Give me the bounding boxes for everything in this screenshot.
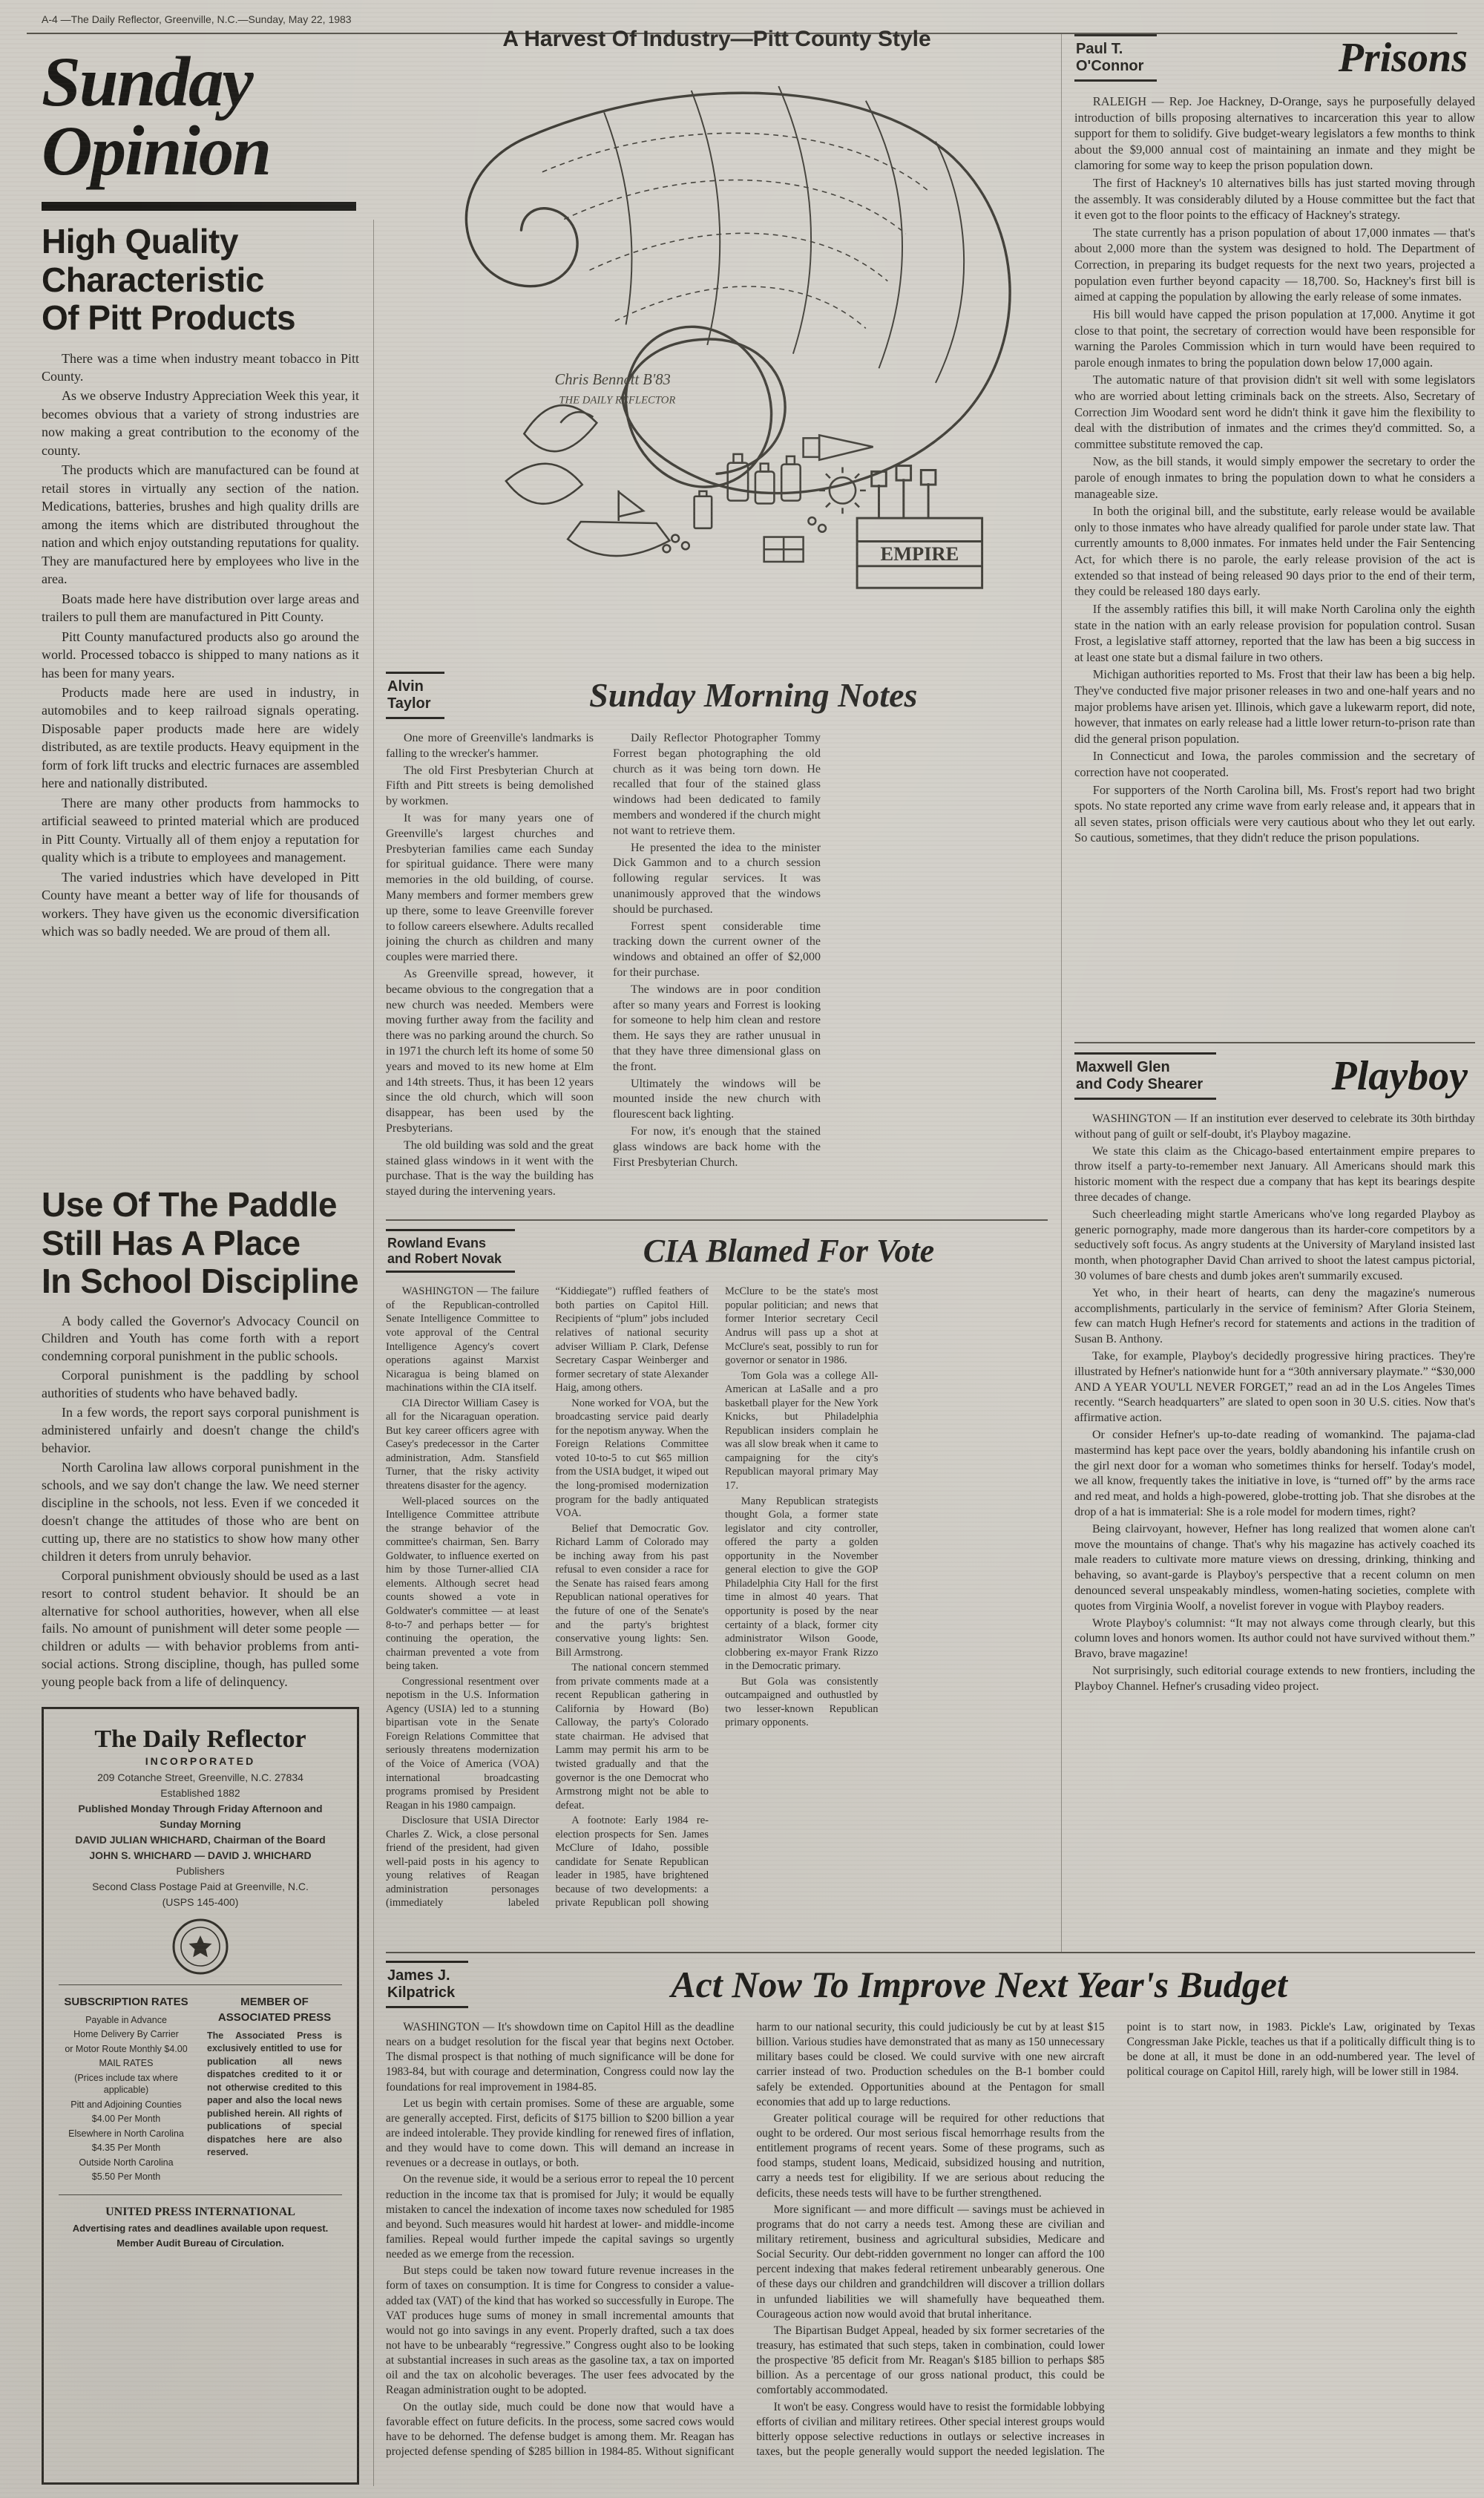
paragraph: He presented the idea to the minister Dick Gammon and to a church session following regular services. It was unanimously approved that the windows should be purchased. [613,841,821,916]
paragraph: Daily Reflector Photographer Tommy Forrest began photographing the old church as it was being torn down. He recalled that four of the stained glass windows had been dedicated to family members and wondered if the church might not want to retrieve them. [613,732,821,837]
crate-label: EMPIRE [880,542,959,565]
ap-title: MEMBER OF ASSOCIATED PRESS [217,1995,332,2024]
paragraph: The old First Presbyterian Church at Fifth and Pitt streets is being demolished by workmen. [386,764,594,808]
paragraph: Greater political courage will be required for other reductions that ought to be ordered. Our most serious fiscal hemorrhage results from the entitlement programs of recent years. Some of these programs, such as food stamps, student loans, Medicaid, subsidized housing and nutrition, carry a needs test for eligibility. If we are serious about reducing the deficits, these needs tests will have to be further strengthened. [756,2111,1105,2200]
paragraph: The varied industries which have developed in Pitt County have meant a better way of life for thousands of workers. They have given us the economic diversification which was so badly needed. We are proud of them all. [42,869,359,940]
paragraph: Well-placed sources on the Intelligence Committee attribute the strange behavior of the committee's chairman, Sen. Barry Goldwater, to influence exerted on him by those Turner-allied CIA elements. Although secret head counts showed a vote in Goldwater's committee — at least 8-to-7 and perhaps better — for continuing the operation, the chairman prevented a vote from being taken. [386,1495,539,1673]
headline-high-quality [42,223,359,338]
paragraph: WASHINGTON — If an institution ever deserved to celebrate its 30th birthday without pang of guilt or self-doubt, it's Playboy magazine. [1074,1112,1475,1141]
article-body [42,350,359,941]
article-prisons [1074,34,1475,1036]
headline-cia: CIA Blamed For Vote [643,1232,935,1269]
article-cia [386,1229,1048,1947]
masthead-published: Published Monday Through Friday Afternoon and Sunday Morning [78,1802,323,1830]
masthead-address: 209 Cotanche Street, Greenville, N.C. 27834 [97,1771,303,1783]
opinion-masthead-line1: Sunday [42,42,252,121]
byline-line2: and Cody Shearer [1076,1076,1204,1092]
masthead-postage: Second Class Postage Paid at Greenville, N.C. [92,1880,309,1892]
paragraph: There are many other products from hammocks to artificial seaweed to printed material which are produced in Pitt County. Virtually all of them enjoy a reputation for quality which is a tribute to employees and management. [42,795,359,865]
paragraph: Elsewhere in North Carolina [68,2128,184,2139]
masthead-footer [59,2222,342,2249]
masthead-name: The Daily Reflector [94,1725,306,1753]
article-high-quality [42,223,359,1181]
paragraph: Forrest spent considerable time tracking down the current owner of the windows and obtained an offer of $2,000 for their purchase. [613,919,821,979]
paragraph: Products made here are used in industry, in automobiles and to keep railroad signals operating. Disposable paper products made here are widely distributed, as are textile products. Heavy equipment in the form of fork lift trucks and electric furnaces are assembled here and nationally distributed. [42,684,359,791]
column-divider-left [373,220,374,2486]
headline-paddle [42,1186,359,1301]
article-body [1074,1112,1475,1694]
paragraph: In a few words, the report says corporal punishment is administered unfairly and doesn't change the child's behavior. [42,1405,359,1456]
paragraph: MAIL RATES [99,2058,154,2069]
paragraph: Corporal punishment is the paddling by school authorities of students who have behaved badly. [42,1368,359,1401]
paragraph: The national concern stemmed from private comments made at a recent Republican gathering in California by Howard (Bo) Calloway, the party's Colorado state chairman. He advised that Lamm may permit his arm to be twisted gradually and that the governor is the one Democrat who Armstrong might not be able to defeat. [555,1662,709,1812]
paragraph: The first of Hackney's 10 alternatives bills has just started moving through the assembly. It was considerably diluted by a House committee but the fact that it even got to the floor points to the efficacy of Hackney's strategy. [1074,176,1475,223]
paragraph: Tom Gola was a college All-American at LaSalle and a pro basketball player for the New York Knicks, but Philadelphia Republican insiders complain he was all slow break when it came to campaigning for the city's Republican mayoral primary May 17. [725,1369,879,1492]
byline-line1: Rowland Evans [387,1236,487,1250]
masthead-incorporated: INCORPORATED [145,1755,256,1768]
cartoon-credit: THE DAILY REFLECTOR [559,394,676,407]
paragraph: The old building was sold and the great stained glass windows in it went with the purchase. That is the way the building has stayed during the intervening years. [386,1138,594,1199]
article-body [386,731,1048,1206]
cartoon-signature: Chris Bennett B'83 [554,371,671,388]
section-rule [1074,1042,1475,1043]
paragraph: One more of Greenville's landmarks is falling to the wrecker's hammer. [386,732,594,760]
article-body [42,1313,359,1692]
byline-line2: Taylor [387,695,431,712]
subscription-rates-title: SUBSCRIPTION RATES [64,1995,188,2008]
paragraph: It won't be easy. Congress would have to resist the formidable lobbying efforts of civilian and military retirees. Other special interest groups would bitterly oppose selective reductions in outlays or selective increases in taxes, but the people generally would support the needed legislation. The point is to start now, in 1983. Pickle's Law, originated by Texas Congressman Jake Pickle, teaches us that if a politically difficult thing is to be done at all, it must be done in an odd-numbered year. The level of political courage on Capitol Hill, rarely high, will be lower still in 1984. [756,2021,1475,2458]
masthead-publishers-label: Publishers [176,1864,225,1877]
paragraph: We state this claim as the Chicago-based entertainment empire prepares to throw itself a party-to-remember next January. All Americans should mark this historic moment with the respect due a company that has kept its bearings despite three decades of change. [1074,1144,1475,1204]
paragraph: Being clairvoyant, however, Hefner has long realized that women alone can't move the mountains of change. That's why his magazine has actively coached its male readers to cultivate more mature views on dressing, drinking, thinking and behaving, so avant-garde is Playboy's perspective that a recent column on men denounced several unspeakably mindless, women-hating societies, complete with quotes from Virginia Woolf, a novelist forever in vogue with Playboy readers. [1074,1522,1475,1613]
headline-line2: Still Has A Place [42,1223,301,1262]
paragraph: Wrote Playboy's columnist: “It may not always come through clearly, but this column loves and honors women. Its author could not have survived without them.” Bravo, brave magazine! [1074,1616,1475,1661]
paragraph: A footnote: Early 1984 re-election prospects for Sen. James McClure of Idaho, possible candidate for Senate Republican leader in 1985, have brightened because of two developments: a private Republican poll showing McClure to be the state's most popular politician; and news that former Interior secretary Cecil Andrus will pass up a shot at McClure's seat, possibly to run for governor or senator in 1986. [555,1285,879,1909]
paragraph: The windows are in poor condition after so many years and Forrest is looking for someone to help him clean and restore them. He says they are rather unusual in that they have three dimensional glass on the front. [613,983,821,1073]
columnist-byline-taylor [386,672,444,719]
paragraph: But Gola was consistently outcampaigned and outhustled by two lesser-known Republican primary opponents. [725,1675,879,1729]
byline-line1: Paul T. [1076,41,1123,57]
paragraph: Yet who, in their heart of hearts, can deny the magazine's numerous accomplishments, particularly in the service of feminism? After Gloria Steinem, few can match Hugh Hefner's record for statements and actions in the tradition of Susan B. Anthony. [1074,1286,1475,1346]
paragraph: For supporters of the North Carolina bill, Ms. Frost's report had two bright spots. No state reported any crime wave from early release and, it appears that in all seven states, prison officials were very cautious about who they let out early. So cautious, sometimes, that they didn't reduce the prison populations. [1074,782,1475,845]
headline-prisons: Prisons [1338,35,1468,81]
headline-sunday-morning-notes: Sunday Morning Notes [589,676,918,714]
paragraph: More significant — and more difficult — savings must be achieved in programs that do not carry a needs test. Among these are civilian and military retirement, business and agricultural subsidies, Medicare and Social Security. Our debt-ridden government no longer can afford the 100 percent indexing that makes federal retirement unbearably generous. One of these days our children and grandchildren will discover a trillion dollars in unfunded liabilities we will shamefully have bequeathed them. Courageous action now would avoid that brutal inheritance. [756,2203,1105,2321]
article-body [386,2020,1475,2470]
associated-press-block [207,1994,342,2186]
paragraph: (Prices include tax where applicable) [74,2072,178,2096]
article-playboy [1074,1052,1475,1947]
paragraph: Pitt County manufactured products also go around the world. Processed tobacco is shipped to many nations as it has been for many years. [42,629,359,681]
paragraph: His bill would have capped the prison population at 17,000. Anytime it got close to that point, the secretary of correction would have been responsible for warning the Paroles Commission which in turn would have been required to parole enough inmates to bring the population down below 17,000 again. [1074,306,1475,370]
paragraph: Pitt and Adjoining Counties [70,2099,182,2110]
masthead-established: Established 1882 [160,1786,240,1799]
paragraph: Ultimately the windows will be mounted inside the new church with flourescent back lighting. [613,1077,821,1121]
paragraph: For now, it's enough that the stained glass windows are back home with the First Presbyterian Church. [613,1124,821,1169]
paragraph: Let us begin with certain promises. Some of these are arguable, some are generally accepted. First, deficits of $175 billion to $200 billion a year are indeed intolerable. They provide kindling for renewed fires of inflation, and they would have to come down. This will demand an increase in revenues or a decrease in outlays, or both. [386,2097,735,2170]
paragraph: The state currently has a prison population of about 17,000 inmates — that's about 2,000 more than the system was designed to hold. The Department of Correction, in preparing its budget requests for the next two years, projected a population even further beyond capacity — 18,700. So, Hackney's first bill is aimed at capping the population by allowing the early release of some inmates. [1074,225,1475,304]
paragraph: Such cheerleading might startle Americans who've long regarded Playboy as generic pornography, made more dangerous than its harder-core competitors by a seductively soft focus. As angry students at the University of Maryland insisted last month, when photographer David Chan arrived to shoot the latest campus pictorial, 30 volumes of bare chests and dumb jokes aren't summarily excused. [1074,1207,1475,1282]
paragraph: Payable in Advance [85,2014,167,2025]
columnist-byline-glen-shearer [1074,1052,1216,1100]
circulation-seal-icon [171,1918,229,1976]
paragraph: Congressional resentment over nepotism in the U.S. Information Agency (USIA) led to a stunning bipartisan vote in the Senate Foreign Relations Committee that seriously threatens modernization of the Voice of America (VOA) international broadcasting programs promised by President Reagan in his 1980 campaign. [386,1675,539,1812]
paragraph: Member Audit Bureau of Circulation. [116,2237,284,2249]
paragraph: On the outlay side, much could be done now that would have a favorable effect on future deficits. In the process, some sacred cows would have to be dehorned. The defense budget is among them. Mr. Reagan has projected defense spending of $285 billion in 1984-85. Without significant harm to our national security, this could judiciously be cut by at least $15 billion. Various studies have demonstrated that as many as 150 unnecessary military bases could be closed. We could survive with one new aircraft carrier instead of two. Production schedules on the B-1 bomber could safely be extended. Opportunities abound at the Pentagon for small economies that add up to large reductions. [386,2021,1105,2458]
paragraph: If the assembly ratifies this bill, it will make North Carolina only the eighth state in the nation with an early release provision for population control. Susan Frost, a legislative staff attorney, reported that the law has been a big success in at least one state but a dismal failure in two others. [1074,601,1475,664]
article-paddle [42,1186,359,1701]
headline-line3: In School Discipline [42,1262,359,1301]
headline-line1: High Quality [42,223,238,260]
paragraph: Advertising rates and deadlines available upon request. [72,2223,329,2235]
headline-line2: Characteristic [42,260,264,299]
headline-budget: Act Now To Improve Next Year's Budget [671,1964,1287,2005]
headline-line3: Of Pitt Products [42,298,296,338]
paragraph: CIA Director William Casey is all for the Nicaraguan operation. But key career officers agree with Casey's predecessor in the Carter administration, Adm. Stansfield Turner, that the risky activity threatens disaster for the agency. [386,1397,539,1492]
paragraph: It was for many years one of Greenville's largest churches and Presbyterian families came each Sunday for spiritual guidance. There were many memories in the old building, of course. Many members and former members grew up there, some to leave Greenville forever to follow careers elsewhere. Adults recalled joining the church as children and many couples were married there. [386,811,594,964]
columnist-byline-evans-novak [386,1229,515,1273]
column-divider-right [1061,34,1062,1952]
paragraph: But steps could be taken now toward future revenue increases in the form of taxes on consumption. It is time for Congress to consider a value-added tax (VAT) of the kind that has worked so successfully in Europe. The VAT produces huge sums of money in small incremental amounts that would not go into savings in any event. Properly drafted, such a tax does not have to be unbearably “regressive.” Congress ought also to be looking at substantial increases in such areas as the gasoline tax, a tax on imported oil and the tax on alcoholic beverages. The user fees advocated by the Reagan administration ought to be adopted. [386,2264,735,2397]
paragraph: Now, as the bill stands, it would simply empower the secretary to order the parole of enough inmates to bring the population down to what he considers a manageable size. [1074,454,1475,501]
paragraph: Disclosure that USIA Director Charles Z. Wick, a close personal friend of the president, had given well-paid posts in his agency to young relatives of Reagan administration personages (immediately labeled “Kiddiegate”) ruffled feathers of both parties on Capitol Hill. Recipients of “plum” jobs included relatives of national security adviser William P. Clark, Defense Secretary Caspar Weinberger and former secretary of state Alexander Haig, among others. [386,1285,709,1909]
paragraph: Or consider Hefner's up-to-date reading of womankind. The pajama-clad mastermind has kept pace over the years, boldly abandoning his infantile crush on the girl next door for a woman who sometimes thinks for herself. Today's model, we all know, frequently takes the initiative in love, is “turned off” by the arms race and red meat, and holds a high-powered, globe-trotting job. That she disrobes at the drop of a hat is immaterial: She is a role model for modern times, right? [1074,1428,1475,1518]
section-rule [386,1952,1475,1953]
paragraph: Michigan authorities reported to Ms. Frost that their law has been a big help. They've conducted five major prisoner releases in two and one-half years and no major problems have arisen yet. Illinois, which gave a lukewarm report, did note, however, that inmates on early release had a little lower return-to-prison rate than did the general prison population. [1074,667,1475,746]
columnist-byline-kilpatrick [386,1961,468,2008]
section-rule [386,1219,1048,1221]
paragraph: The automatic nature of that provision didn't sit well with some legislators who are worried about letting criminals back on the streets. Also, Secretary of Correction Jim Woodard sent word he didn't think it gave him the flexibility to deal with the distribution of inmates and the crimes they'd committed. So, a committee substitute removed the cap. [1074,373,1475,451]
paragraph: The products which are manufactured can be found at retail stores in virtually any section of the nation. Medications, batteries, brushes and high quality drills are among the items which are distributed throughout the nation and which enjoy outstanding reputations for quality. They are manufactured here by employees who live in the area. [42,462,359,587]
article-sunday-morning-notes [386,672,1048,1219]
paragraph: WASHINGTON — It's showdown time on Capitol Hill as the deadline nears on a budget resolution for the fiscal year that begins next October. The dismal prospect is that nothing of much significance will be done for 1983-84, but with courage and determination, Congress could now lay the foundations for real improvement in 1984-85. [386,2021,735,2094]
paragraph: In both the original bill, and the substitute, early release would be available only to those inmates who have already qualified for parole under state law. That currently amounts to 8,000 inmates. For inmates held under the Fair Sentencing Act, for which there is no parole, the early release provision of the act is extended so that instead of being released 90 days prior to the end of their term, they could be released 180 days early. [1074,504,1475,599]
newspaper-masthead-box [42,1707,359,2485]
paragraph: $4.35 Per Month [91,2143,161,2154]
masthead-bar [42,202,356,211]
paragraph: In Connecticut and Iowa, the paroles commission and the secretary of correction have not cooperated. [1074,749,1475,779]
paragraph: As Greenville spread, however, it became obvious to the congregation that a new church was needed. Members were moving further away from the facility and there was no parking around the church. So in 1971 the church left its home of some 50 years and moved to its new home at Elm and 14th streets. Thus, it has been 12 years since the old church, which will soon disappear, has been used by the Presbyterians. [386,967,594,1135]
masthead-usps: (USPS 145-400) [162,1895,239,1908]
paragraph: Take, for example, Playboy's decidedly progressive hiring practices. They're illustrated by Hefner's nationwide hunt for a “30th anniversary playmate.” “$30,000 AND A YEAR YOU'LL NEVER FORGET,” read an ad in the Los Angeles Times recently. “Search headquarters” are slated to open soon in 30 U.S. cities. Now that's affirmative action. [1074,1349,1475,1425]
columnist-byline-oconnor [1074,34,1157,82]
paragraph: $4.00 Per Month [91,2114,161,2125]
byline-line2: Kilpatrick [387,1984,456,2001]
headline-line1: Use Of The Paddle [42,1186,337,1224]
article-body [386,1285,1048,1923]
upi-line: UNITED PRESS INTERNATIONAL [105,2205,295,2218]
paragraph: WASHINGTON — The failure of the Republican-controlled Senate Intelligence Committee to vote approval of the Central Intelligence Agency's covert operations against Marxist Nicaragua is being blamed on machinations within the CIA itself. [386,1285,539,1394]
paragraph: Belief that Democratic Gov. Richard Lamm of Colorado may be inching away from his past refusal to even consider a race for the Senate has raised fears among Republican national operatives for the future of one of the Senate's and the party's brightest conservative young lights: Sen. Bill Armstrong. [555,1522,709,1659]
paragraph: Boats made here have distribution over large areas and trailers to pull them are manufactured in Pitt County. [42,591,359,625]
byline-line1: Alvin [387,678,424,695]
paragraph: Many Republican strategists thought Gola, a former state legislator and city controller, offered the party a golden opportunity in the November general election to give the GOP Philadelphia City Hall for the first time in almost 40 years. That opportunity is posed by the near certainty of a black, former city administrator Wilson Goode, clobbering ex-mayor Frank Rizzo in the Democratic primary. [725,1495,879,1673]
cartoon-title: A Harvest Of Industry—Pitt County Style [502,27,931,51]
paragraph: $5.50 Per Month [91,2171,161,2183]
opinion-masthead-line2: Opinion [42,111,271,191]
paragraph: A body called the Governor's Advocacy Council on Children and Youth has come forth with a report condemning corporal punishment in the public schools. [42,1313,359,1364]
masthead-divider [59,1984,342,1985]
subscription-rates-lines [59,2014,194,2183]
byline-line1: James J. [387,1967,450,1984]
paragraph: Corporal punishment obviously should be used as a last resort to control student behavior. It should be an alternative for school authorities, however, when all else fails. No amount of punishment will deter some people — children or adults — with behavior problems from anti-social actions. Strong discipline, though, has pulled some young people back from a life of delinquency. [42,1567,359,1690]
paragraph: There was a time when industry meant tobacco in Pitt County. [42,350,359,384]
masthead-publishers: JOHN S. WHICHARD — DAVID J. WHICHARD [89,1849,312,1861]
ap-text: The Associated Press is exclusively entitled to use for publication all news dispatches credited to it or not otherwise credited to this paper and also the local news published herein. All rights of publications of special dispatches here are also reserved. [207,2030,342,2158]
cornucopia-illustration [386,56,1048,630]
paragraph: None worked for VOA, but the broadcasting service paid dearly for the nepotism anyway. When the Foreign Relations Committee voted 10-to-5 to cut $65 million from the USIA budget, it wiped out the long-promised modernization program for the badly antiquated VOA. [555,1397,709,1520]
byline-line2: O'Connor [1076,58,1144,74]
paragraph: The Bipartisan Budget Appeal, headed by six former secretaries of the treasury, has estimated that such steps, taken in combination, could lower the prospective '85 deficit from Mr. Reagan's $185 billion to perhaps $85 billion. As a percentage of our gross national product, this could be comfortably accommodated. [756,2324,1105,2397]
paragraph: North Carolina law allows corporal punishment in the schools, and we say don't change the law. We need sterner discipline in the schools, not less. Even if we conceded it doesn't change the attitudes of those who are bent on cutting up, there are no statistics to show how many other children it deters from unruly behavior. [42,1460,359,1564]
page-folio: A-4 —The Daily Reflector, Greenville, N.C.—Sunday, May 22, 1983 [42,13,352,25]
paragraph: Not surprisingly, such editorial courage extends to new frontiers, including the Playboy Channel. Hefner's crusading video project. [1074,1664,1475,1693]
masthead-chairman: DAVID JULIAN WHICHARD, Chairman of the Board [75,1833,326,1846]
masthead-divider [59,2194,342,2195]
subscription-rates-block [59,1994,194,2186]
paragraph: or Motor Route Monthly $4.00 [65,2043,188,2054]
byline-line1: Maxwell Glen [1076,1059,1170,1075]
paragraph: As we observe Industry Appreciation Week this year, it becomes obvious that a variety of strong industries are now making a great contribution to the economy of the county. [42,388,359,458]
paragraph: On the revenue side, it would be a serious error to repeal the 10 percent reduction in the income tax that is promised for July; it would be equally mistaken to cancel the indexation of income taxes now scheduled for 1985 and beyond. Such measures would hit hardest at lower- and middle-income families. Repeal would further impede the capital savings so urgently needed as we emerge from the recession. [386,2173,735,2261]
paragraph: Home Delivery By Carrier [73,2029,179,2040]
editorial-cartoon [386,27,1048,666]
paragraph: RALEIGH — Rep. Joe Hackney, D-Orange, says he purposefully delayed introduction of bills proposing alternatives to incarceration this year to allow support for them to solidify. Give budget-weary legislators a few months to think about the $9,000 annual cost of maintaining an inmate and they might be clamoring for some way to keep the prison population down. [1074,94,1475,173]
paragraph: Outside North Carolina [79,2157,174,2168]
article-budget [386,1961,1475,2494]
opinion-masthead [42,42,361,211]
article-body [1074,94,1475,846]
byline-line2: and Robert Novak [387,1250,502,1266]
headline-playboy: Playboy [1331,1053,1468,1099]
